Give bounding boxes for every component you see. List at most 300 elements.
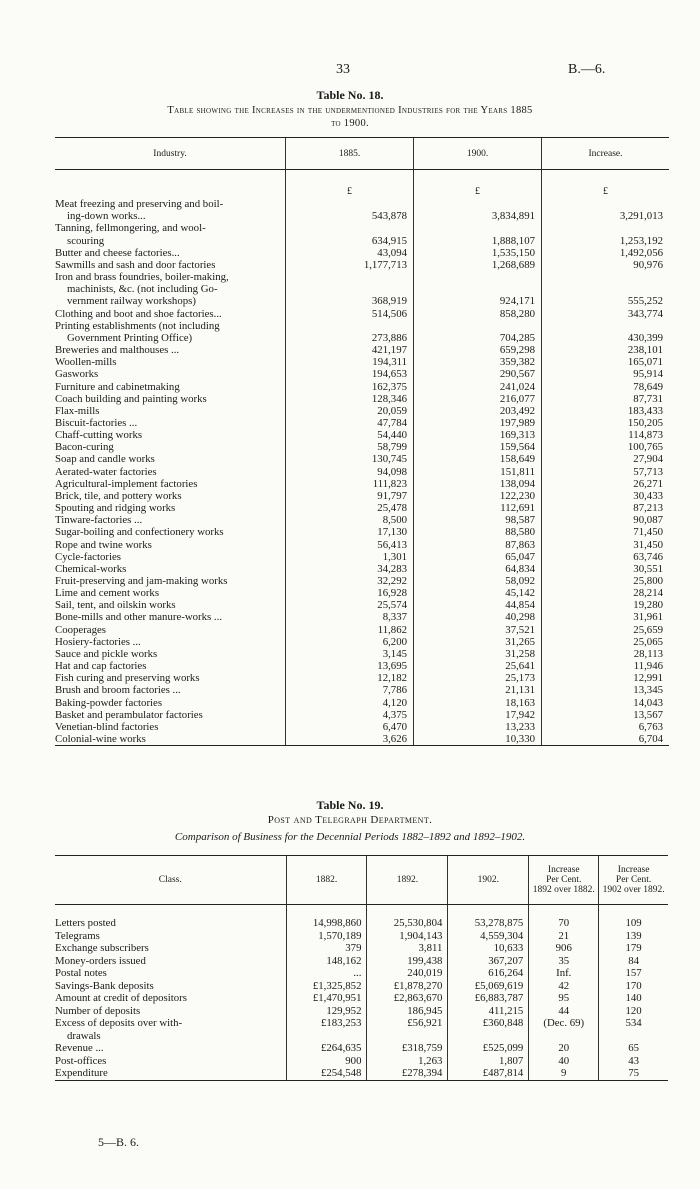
- value-1900: 1,535,150: [414, 247, 542, 259]
- industry-label: Venetian-blind factories: [55, 720, 159, 733]
- value-1902: £5,069,619: [448, 980, 529, 993]
- industry-label: Baking-powder factories: [55, 696, 163, 709]
- class-label: Amount at credit of depositors: [55, 992, 187, 1004]
- industry-label: Spouting and ridging works: [55, 502, 176, 515]
- table-row: [55, 308, 669, 320]
- industry-label: Sauce and pickle works: [55, 647, 158, 660]
- value-1900: 858,280: [414, 308, 542, 320]
- col-1902: 1902.: [448, 856, 529, 905]
- value-1900: 40,298: [414, 611, 542, 623]
- value-increase: 90,087: [542, 514, 670, 526]
- value-increase: [542, 283, 670, 295]
- industry-cell: [55, 490, 286, 502]
- value-1902: £525,099: [448, 1042, 529, 1055]
- value-increase: 71,450: [542, 526, 670, 538]
- value-1900: 197,989: [414, 417, 542, 429]
- industry-cell: [55, 733, 286, 746]
- industry-cell: [55, 295, 286, 307]
- industry-cell: [55, 429, 286, 441]
- value-1900: 64,834: [414, 563, 542, 575]
- value-increase: 13,345: [542, 684, 670, 696]
- industry-label: Tanning, fellmongering, and wool-: [55, 222, 206, 235]
- table-row: [55, 222, 669, 234]
- table-row: [55, 405, 669, 417]
- class-cell: [55, 1030, 286, 1043]
- industry-cell: [55, 624, 286, 636]
- value-1892: 25,530,804: [367, 917, 448, 930]
- value-increase: 78,649: [542, 381, 670, 393]
- value-increase: 31,450: [542, 539, 670, 551]
- table-row: [55, 980, 668, 993]
- value-1902: 53,278,875: [448, 917, 529, 930]
- value-1900: 151,811: [414, 466, 542, 478]
- industry-cell: [55, 502, 286, 514]
- class-label: Postal notes: [55, 967, 107, 979]
- value-increase: 11,946: [542, 660, 670, 672]
- value-increase: 343,774: [542, 308, 670, 320]
- value-1900: [414, 222, 542, 234]
- value-1885: 91,797: [286, 490, 414, 502]
- industry-cell: [55, 247, 286, 259]
- increase-1902-pct: 75: [599, 1067, 668, 1080]
- industry-cell: [55, 332, 286, 344]
- table18-header-row: [55, 138, 669, 170]
- value-1882: ...: [286, 967, 367, 980]
- industry-cell: [55, 709, 286, 721]
- industry-cell: [55, 441, 286, 453]
- value-1892: £278,394: [367, 1067, 448, 1080]
- increase-1892-pct: 70: [529, 917, 599, 930]
- industry-cell: [55, 235, 286, 247]
- table-row: [55, 453, 669, 465]
- industry-label: Meat freezing and preserving and boil-: [55, 198, 224, 211]
- spacer-cell: [599, 905, 668, 918]
- value-increase: 95,914: [542, 368, 670, 380]
- table-row: [55, 514, 669, 526]
- value-increase: 28,113: [542, 648, 670, 660]
- industry-label: Fruit-preserving and jam-making works: [55, 575, 228, 587]
- value-1892: £56,921: [367, 1017, 448, 1030]
- value-increase: 1,253,192: [542, 235, 670, 247]
- class-label: Exchange subscribers: [55, 942, 149, 954]
- class-label: Expenditure: [55, 1067, 108, 1079]
- value-1892: [367, 1030, 448, 1043]
- value-1882: £254,548: [286, 1067, 367, 1080]
- value-1900: 65,047: [414, 551, 542, 563]
- value-1892: £318,759: [367, 1042, 448, 1055]
- increase-1902-pct: 179: [599, 942, 668, 955]
- increase-1902-pct: 65: [599, 1042, 668, 1055]
- table19-title: Table No. 19.: [316, 798, 384, 812]
- class-cell: [55, 1005, 286, 1018]
- industry-cell: [55, 259, 286, 271]
- value-1900: 3,834,891: [414, 210, 542, 222]
- table-row: [55, 575, 669, 587]
- value-1900: 138,094: [414, 478, 542, 490]
- value-1885: 13,695: [286, 660, 414, 672]
- table-row: [55, 587, 669, 599]
- industry-cell: [55, 308, 286, 320]
- value-1882: 900: [286, 1055, 367, 1068]
- table-row: [55, 344, 669, 356]
- value-1902: £6,883,787: [448, 992, 529, 1005]
- industry-label: Chaff-cutting works: [55, 429, 143, 442]
- value-1882: 148,162: [286, 955, 367, 968]
- industry-label: Brush and broom factories ...: [55, 684, 181, 697]
- spacer-cell: [367, 905, 448, 918]
- table-row: [55, 478, 669, 490]
- increase-1892-pct: 42: [529, 980, 599, 993]
- post-telegraph-table: [55, 855, 668, 1081]
- industry-label: ing-down works...: [67, 210, 146, 223]
- industry-cell: [55, 368, 286, 380]
- table-row: [55, 624, 669, 636]
- value-1885: 7,786: [286, 684, 414, 696]
- table18-subtitle: [60, 104, 640, 130]
- industry-cell: [55, 672, 286, 684]
- value-1892: 186,945: [367, 1005, 448, 1018]
- value-1885: 421,197: [286, 344, 414, 356]
- value-1900: 98,587: [414, 514, 542, 526]
- value-increase: 13,567: [542, 709, 670, 721]
- class-cell: [55, 942, 286, 955]
- table-row: [55, 526, 669, 538]
- value-increase: [542, 320, 670, 332]
- value-1902: 367,207: [448, 955, 529, 968]
- value-increase: 90,976: [542, 259, 670, 271]
- value-increase: 114,873: [542, 429, 670, 441]
- value-1892: 3,811: [367, 942, 448, 955]
- class-cell: [55, 1017, 286, 1030]
- value-1900: 704,285: [414, 332, 542, 344]
- industry-label: machinists, &c. (not including Go-: [67, 283, 218, 296]
- value-1885: 94,098: [286, 466, 414, 478]
- industry-label: Rope and twine works: [55, 538, 152, 551]
- industry-cell: [55, 356, 286, 368]
- table-row: [55, 660, 669, 672]
- table-row: [55, 539, 669, 551]
- col-1882: 1882.: [286, 856, 367, 905]
- increase-1902-pct: 109: [599, 917, 668, 930]
- col-increase-1892-line2: Per Cent.: [546, 875, 582, 885]
- value-increase: 27,904: [542, 453, 670, 465]
- value-1892: 240,019: [367, 967, 448, 980]
- table-row: [55, 697, 669, 709]
- value-increase: 26,271: [542, 478, 670, 490]
- currency-label-cell: [55, 186, 286, 198]
- value-increase: [542, 198, 670, 210]
- industry-label: Lime and cement works: [55, 587, 160, 600]
- spacer-cell: [414, 170, 542, 187]
- value-1885: 12,182: [286, 672, 414, 684]
- value-1900: 122,230: [414, 490, 542, 502]
- value-1900: 45,142: [414, 587, 542, 599]
- value-1900: [414, 320, 542, 332]
- table-row: [55, 672, 669, 684]
- value-1900: 87,863: [414, 539, 542, 551]
- table-row: [55, 417, 669, 429]
- value-1900: 37,521: [414, 624, 542, 636]
- table-row: [55, 684, 669, 696]
- value-1900: [414, 283, 542, 295]
- table-row: [55, 1042, 668, 1055]
- value-1900: 924,171: [414, 295, 542, 307]
- industry-label: Clothing and boot and shoe factories...: [55, 307, 222, 320]
- class-cell: [55, 917, 286, 930]
- industry-cell: [55, 466, 286, 478]
- class-cell: [55, 1067, 286, 1080]
- value-increase: 19,280: [542, 599, 670, 611]
- industry-label: Soap and candle works: [55, 453, 155, 466]
- col-increase-1902-line2: Per Cent.: [615, 875, 652, 885]
- table19-header-row: [55, 856, 668, 905]
- industry-label: Butter and cheese factories...: [55, 246, 180, 259]
- value-1900: 112,691: [414, 502, 542, 514]
- class-label: Excess of deposits over with-: [55, 1017, 183, 1029]
- class-cell: [55, 1055, 286, 1068]
- value-1900: 158,649: [414, 453, 542, 465]
- table-row: [55, 429, 669, 441]
- value-1900: 203,492: [414, 405, 542, 417]
- value-1885: 25,478: [286, 502, 414, 514]
- value-1900: 17,942: [414, 709, 542, 721]
- col-increase-1902-line1: Increase: [617, 865, 650, 875]
- table-row: [55, 942, 668, 955]
- value-1900: [414, 198, 542, 210]
- table19-body: [55, 905, 668, 1081]
- class-label: Telegrams: [55, 929, 100, 942]
- table18-subtitle-line1: Table showing the Increases in the undermentioned Industries for the Years 1885: [167, 105, 533, 116]
- table-row: [55, 611, 669, 623]
- col-increase-1902-line3: 1902 over 1892.: [602, 885, 665, 895]
- spacer-cell: [448, 905, 529, 918]
- table-row: [55, 368, 669, 380]
- table-row: [55, 356, 669, 368]
- value-1882: £264,635: [286, 1042, 367, 1055]
- industry-cell: [55, 575, 286, 587]
- value-1900: 290,567: [414, 368, 542, 380]
- col-1900: 1900.: [414, 138, 542, 170]
- value-1902: 10,633: [448, 942, 529, 955]
- value-1885: 194,653: [286, 368, 414, 380]
- value-increase: 100,765: [542, 441, 670, 453]
- value-increase: 555,252: [542, 295, 670, 307]
- currency-symbol: £: [414, 186, 542, 198]
- value-increase: 238,101: [542, 344, 670, 356]
- value-increase: 31,961: [542, 611, 670, 623]
- value-1885: 368,919: [286, 295, 414, 307]
- value-increase: 87,213: [542, 502, 670, 514]
- class-cell: [55, 992, 286, 1005]
- industries-table: [55, 137, 669, 746]
- table-row: [55, 502, 669, 514]
- industry-cell: [55, 587, 286, 599]
- table-row: [55, 210, 669, 222]
- industry-cell: [55, 721, 286, 733]
- value-1885: 56,413: [286, 539, 414, 551]
- class-cell: [55, 955, 286, 968]
- industry-label: Sail, tent, and oilskin works: [55, 599, 176, 612]
- industry-label: Sugar-boiling and confectionery works: [55, 526, 224, 539]
- value-1885: 634,915: [286, 235, 414, 247]
- industry-cell: [55, 551, 286, 563]
- value-1892: £1,878,270: [367, 980, 448, 993]
- value-increase: [542, 222, 670, 234]
- col-increase-1902: [599, 856, 668, 905]
- value-1885: 6,200: [286, 636, 414, 648]
- value-increase: 1,492,056: [542, 247, 670, 259]
- value-1885: 6,470: [286, 721, 414, 733]
- increase-1902-pct: 157: [599, 967, 668, 980]
- value-1885: [286, 320, 414, 332]
- value-1885: 130,745: [286, 453, 414, 465]
- table18-subtitle-line2: to 1900.: [331, 118, 369, 129]
- class-label: Letters posted: [55, 917, 116, 929]
- value-1900: 169,313: [414, 429, 542, 441]
- value-1900: 58,092: [414, 575, 542, 587]
- value-1902: 1,807: [448, 1055, 529, 1068]
- table-row: [55, 198, 669, 210]
- value-1885: 20,059: [286, 405, 414, 417]
- spacer-cell: [529, 905, 599, 918]
- value-1885: 25,574: [286, 599, 414, 611]
- industry-label: Flax-mills: [55, 404, 100, 417]
- industry-label: Aerated-water factories: [55, 465, 157, 478]
- industry-cell: [55, 405, 286, 417]
- value-1885: [286, 283, 414, 295]
- col-increase: Increase.: [542, 138, 670, 170]
- increase-1902-pct: 84: [599, 955, 668, 968]
- table-row: [55, 393, 669, 405]
- value-1885: 43,094: [286, 247, 414, 259]
- col-industry: Industry.: [55, 138, 286, 170]
- value-increase: 25,659: [542, 624, 670, 636]
- industry-cell: [55, 198, 286, 210]
- value-1882: 14,998,860: [286, 917, 367, 930]
- currency-symbol: £: [286, 186, 414, 198]
- industry-label: Chemical-works: [55, 562, 127, 575]
- value-1885: 34,283: [286, 563, 414, 575]
- industry-cell: [55, 539, 286, 551]
- table-row: [55, 955, 668, 968]
- industry-label: Sawmills and sash and door factories: [55, 258, 216, 271]
- class-cell: [55, 980, 286, 993]
- class-cell: [55, 967, 286, 980]
- value-1892: 1,904,143: [367, 930, 448, 943]
- table-row: [55, 1067, 668, 1080]
- spacer-row: [55, 905, 668, 918]
- value-increase: 30,551: [542, 563, 670, 575]
- table-row: [55, 1017, 668, 1030]
- value-1902: 616,264: [448, 967, 529, 980]
- value-1902: 4,559,304: [448, 930, 529, 943]
- industry-cell: [55, 563, 286, 575]
- value-increase: 183,433: [542, 405, 670, 417]
- value-1885: 273,886: [286, 332, 414, 344]
- currency-row: [55, 186, 669, 198]
- value-1900: 88,580: [414, 526, 542, 538]
- class-label: drawals: [67, 1029, 101, 1042]
- value-1885: 128,346: [286, 393, 414, 405]
- industry-label: scouring: [67, 234, 105, 247]
- industry-label: vernment railway workshops): [67, 295, 196, 308]
- value-1885: 3,145: [286, 648, 414, 660]
- increase-1892-pct: 20: [529, 1042, 599, 1055]
- col-1885: 1885.: [286, 138, 414, 170]
- spacer-cell: [55, 170, 286, 187]
- industry-cell: [55, 393, 286, 405]
- value-1902: [448, 1030, 529, 1043]
- value-1885: [286, 198, 414, 210]
- industry-label: Woollen-mills: [55, 356, 117, 369]
- value-1882: £1,325,852: [286, 980, 367, 993]
- increase-1892-pct: [529, 1030, 599, 1043]
- value-1882: £183,253: [286, 1017, 367, 1030]
- industry-label: Breweries and malthouses ...: [55, 344, 180, 357]
- value-increase: 6,763: [542, 721, 670, 733]
- value-1885: 514,506: [286, 308, 414, 320]
- table-row: [55, 283, 669, 295]
- table-row: [55, 721, 669, 733]
- industry-label: Bacon-curing: [55, 441, 114, 454]
- industry-label: Colonial-wine works: [55, 733, 146, 746]
- value-increase: 14,043: [542, 697, 670, 709]
- table18-title: Table No. 18.: [316, 88, 384, 102]
- value-1885: 16,928: [286, 587, 414, 599]
- value-1900: 1,888,107: [414, 235, 542, 247]
- value-1900: 216,077: [414, 393, 542, 405]
- value-1885: 162,375: [286, 381, 414, 393]
- table-row: [55, 733, 669, 746]
- spacer-cell: [286, 905, 367, 918]
- industry-cell: [55, 222, 286, 234]
- value-1892: 199,438: [367, 955, 448, 968]
- increase-1892-pct: 95: [529, 992, 599, 1005]
- value-1902: £360,848: [448, 1017, 529, 1030]
- col-1892: 1892.: [367, 856, 448, 905]
- table-row: [55, 930, 668, 943]
- industry-label: Iron and brass foundries, boiler-making,: [55, 271, 229, 284]
- col-increase-1892: [529, 856, 599, 905]
- value-1900: 44,854: [414, 599, 542, 611]
- value-1892: £2,863,670: [367, 992, 448, 1005]
- industry-cell: [55, 526, 286, 538]
- industry-label: Cycle-factories: [55, 550, 121, 563]
- industry-label: Fish curing and preserving works: [55, 672, 200, 685]
- value-increase: 25,065: [542, 636, 670, 648]
- industry-label: Tinware-factories ...: [55, 514, 143, 527]
- value-increase: 63,746: [542, 551, 670, 563]
- value-1882: 379: [286, 942, 367, 955]
- value-1900: 31,265: [414, 636, 542, 648]
- table-row: [55, 563, 669, 575]
- value-1882: 129,952: [286, 1005, 367, 1018]
- increase-1892-pct: Inf.: [529, 967, 599, 980]
- table-row: [55, 967, 668, 980]
- increase-1892-pct: (Dec. 69): [529, 1017, 599, 1030]
- value-increase: 3,291,013: [542, 210, 670, 222]
- class-label: Revenue ...: [55, 1042, 104, 1054]
- industry-cell: [55, 684, 286, 696]
- value-1885: 194,311: [286, 356, 414, 368]
- value-1900: 659,298: [414, 344, 542, 356]
- value-1900: 159,564: [414, 441, 542, 453]
- value-1900: 10,330: [414, 733, 542, 746]
- table19-comparison: Comparison of Business for the Decennial Periods 1882–1892 and 1892–1902.: [174, 831, 526, 843]
- table-row: [55, 992, 668, 1005]
- value-1900: 25,641: [414, 660, 542, 672]
- value-increase: 28,214: [542, 587, 670, 599]
